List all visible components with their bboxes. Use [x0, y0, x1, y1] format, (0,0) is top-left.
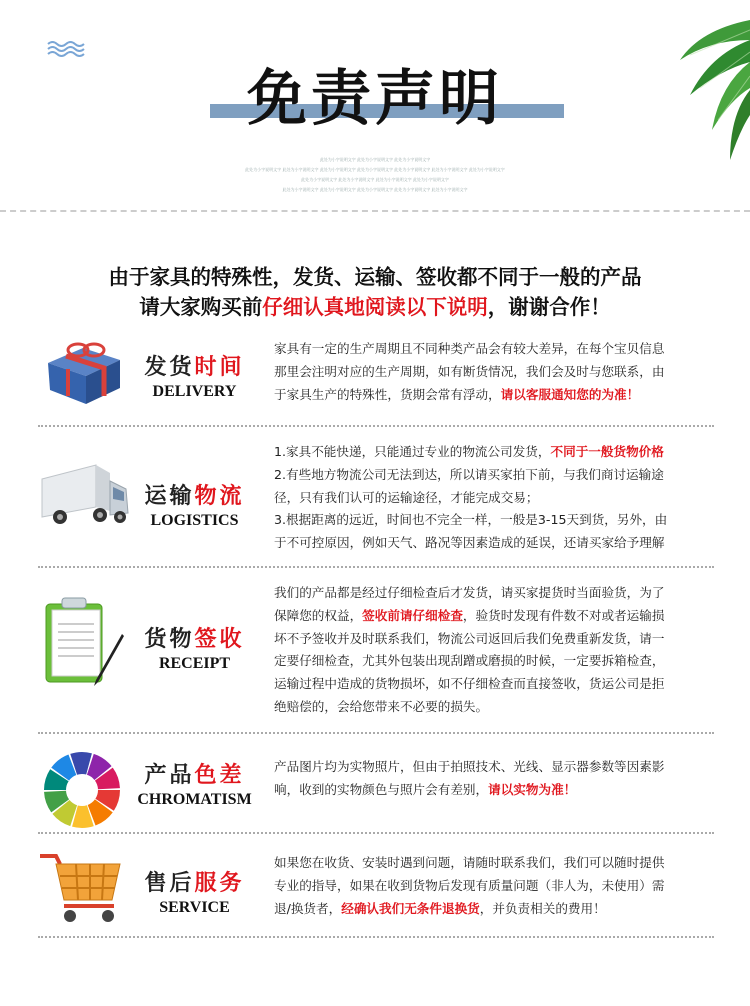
- fine-print-line-4: 此处为小字说明文字 此处为小字说明文字 此处为小字说明文字 此处为小字说明文字 此处为小字说明文字: [282, 187, 468, 192]
- highlight-text: 请以实物为准！: [488, 781, 577, 797]
- label-delivery-en: DELIVERY: [152, 383, 237, 400]
- label-delivery-zh-b: 时间: [194, 354, 245, 380]
- label-chromatism-zh-a: 产品: [144, 762, 195, 788]
- highlight-text: 请以客服通知您的为准！: [500, 386, 640, 402]
- dotted-divider: [38, 832, 714, 834]
- body-text-segment: 我们的产品都是经过仔细检查后才发货，请买家提货时当面验货，为了: [274, 585, 665, 600]
- dotted-divider: [38, 566, 714, 568]
- label-delivery: [132, 350, 257, 401]
- dotted-divider: [38, 425, 714, 427]
- truck-icon: [38, 459, 133, 531]
- body-line: [274, 582, 714, 605]
- label-service-zh-b: 服务: [194, 870, 245, 896]
- body-text-segment: 绝赔偿的，会给您带来不必要的损失。: [274, 698, 489, 714]
- label-receipt-zh-b: 签收: [194, 626, 245, 652]
- label-chromatism: [132, 758, 257, 809]
- body-text-segment: 坏不予签收并及时联系我们，物流公司返回后我们免费重新发货，请一: [274, 630, 665, 646]
- color-wheel-icon: [40, 748, 124, 832]
- label-logistics-en: LOGISTICS: [150, 512, 239, 529]
- intro-highlight: 仔细认真地阅读以下说明: [262, 295, 488, 319]
- body-line: [274, 852, 714, 875]
- body-text-segment: 1.家具不能快递，只能通过专业的物流公司发货，: [274, 444, 551, 459]
- body-text-segment: 于家具生产的特殊性，货期会常有浮动，: [274, 386, 501, 402]
- chromatism-text: [274, 756, 714, 802]
- page-title: 免责声明: [247, 64, 503, 134]
- body-line: [274, 361, 714, 384]
- body-text-segment: ，并负责相关的费用！: [479, 900, 606, 916]
- receipt-text: [274, 582, 714, 719]
- body-text-segment: 家具有一定的生产周期且不同种类产品会有较大差异，在每个宝贝信息: [274, 341, 665, 356]
- dotted-divider: [38, 936, 714, 938]
- body-line: [274, 487, 714, 510]
- body-line: [274, 338, 714, 361]
- label-chromatism-en: CHROMATISM: [137, 791, 252, 808]
- label-receipt-zh-a: 货物: [144, 626, 195, 652]
- clipboard-icon: [38, 596, 133, 696]
- intro-suffix: ，谢谢合作！: [487, 295, 611, 319]
- delivery-text: [274, 338, 714, 406]
- body-text-segment: 那里会注明对应的生产周期，如有断货情况，我们会及时与您联系，由: [274, 363, 665, 379]
- service-text: [274, 852, 714, 920]
- body-line: [274, 384, 714, 407]
- body-text-segment: 3.根据距离的远近，时间也不完全一样，一般是3-15天到货，另外，由: [274, 512, 668, 528]
- body-line: [274, 532, 714, 555]
- dotted-divider: [38, 732, 714, 734]
- shopping-cart-icon: [38, 848, 128, 926]
- body-line: [274, 875, 714, 898]
- body-text-segment: 保障您的权益，: [274, 607, 363, 623]
- body-line: [274, 441, 714, 464]
- label-service-en: SERVICE: [159, 899, 230, 916]
- label-logistics: [132, 479, 257, 530]
- highlight-text: 不同于一般货物价格: [550, 444, 664, 459]
- section-divider: [0, 210, 750, 212]
- gift-box-icon: [38, 338, 128, 408]
- waves-icon: [46, 40, 86, 58]
- highlight-text: 经确认我们无条件退换货: [341, 900, 480, 916]
- intro-line-1: 由于家具的特殊性，发货、运输、签收都不同于一般的产品: [108, 265, 642, 289]
- label-logistics-zh-a: 运输: [144, 483, 195, 509]
- label-logistics-zh-b: 物流: [194, 483, 245, 509]
- label-receipt: [132, 622, 257, 673]
- label-service-zh-a: 售后: [144, 870, 195, 896]
- body-line: [274, 696, 714, 719]
- label-service: [132, 866, 257, 917]
- body-line: [274, 650, 714, 673]
- body-text-segment: 运输过程中造成的货物损坏，如不仔细检查而直接签收，货运公司是拒: [274, 676, 665, 692]
- body-line: [274, 673, 714, 696]
- intro-prefix: 请大家购买前: [139, 295, 263, 319]
- label-chromatism-zh-b: 色差: [194, 762, 245, 788]
- label-receipt-en: RECEIPT: [158, 655, 231, 672]
- fine-print-line-2: 此处为小字说明文字 此处为小字说明文字 此处为小字说明文字 此处为小字说明文字 此处为小字说明文字 此处为小字说明文字 此处为小字说明文字: [245, 167, 505, 172]
- body-line: [274, 509, 714, 532]
- body-text-segment: 定要仔细检查，尤其外包装出现刮蹭或磨损的时候，一定要拆箱检查，: [274, 653, 665, 669]
- body-line: [274, 605, 714, 628]
- body-text-segment: 响，收到的实物颜色与照片会有差别，: [274, 781, 489, 797]
- logistics-text: [274, 441, 714, 555]
- body-text-segment: 产品图片均为实物照片，但由于拍照技术、光线、显示器参数等因素影: [274, 759, 665, 774]
- body-text-segment: 如果您在收货、安装时遇到问题，请随时联系我们，我们可以随时提供: [274, 855, 665, 870]
- label-delivery-zh-a: 发货: [144, 354, 195, 380]
- body-line: [274, 628, 714, 651]
- body-line: [274, 464, 714, 487]
- body-text-segment: 退/换货者，: [274, 900, 342, 916]
- body-line: [274, 898, 714, 921]
- fine-print-line-1: 此处为小字说明文字 此处为小字说明文字 此处为小字说明文字: [319, 157, 431, 162]
- body-text-segment: 2.有些地方物流公司无法到达，所以请买家拍下前，与我们商讨运输途: [274, 466, 664, 482]
- body-text-segment: 径，只有我们认可的运输途径，才能完成交易；: [274, 489, 539, 505]
- body-text-segment: ，验货时发现有件数不对或者运输损: [462, 607, 665, 623]
- body-line: [274, 756, 714, 779]
- highlight-text: 签收前请仔细检查: [362, 607, 463, 623]
- fine-print-line-3: 此处为小字说明文字 此处为小字说明文字 此处为小字说明文字 此处为小字说明文字: [301, 177, 449, 182]
- intro-line-2: [0, 290, 750, 320]
- body-text-segment: 于不可控原因，例如天气、路况等因素造成的延误，还请买家给予理解: [274, 535, 665, 551]
- body-line: [274, 779, 714, 802]
- body-text-segment: 专业的指导，如果在收到货物后发现有质量问题（非人为，未使用）需: [274, 877, 665, 893]
